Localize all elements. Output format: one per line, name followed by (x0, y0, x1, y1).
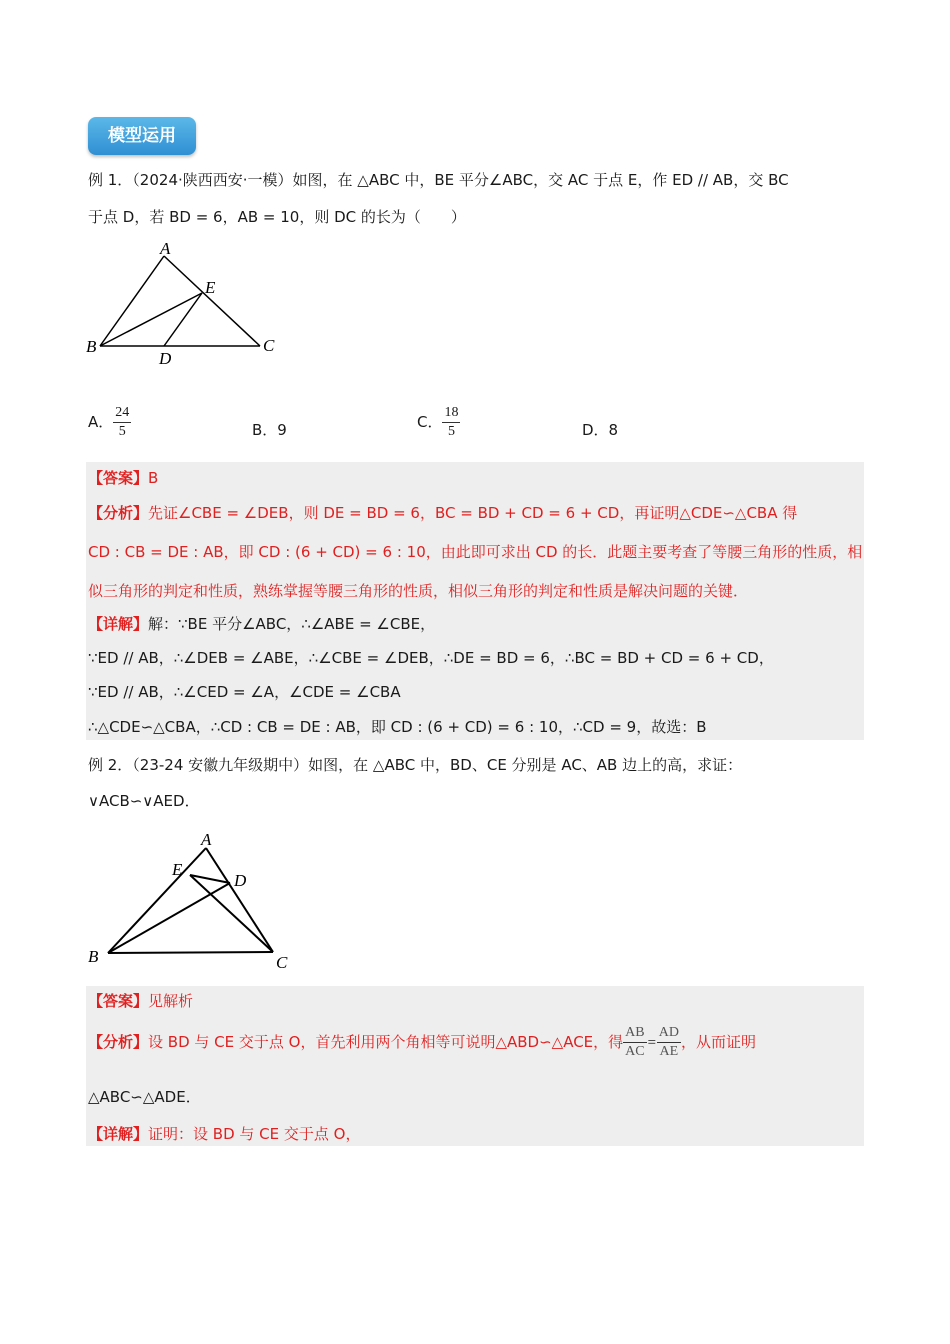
example1-question-line1: 例 1．（2024·陕西西安·一模）如图，在 △ABC 中，BE 平分∠ABC，交 AC 于点 E，作 ED // AB，交 BC (88, 171, 789, 189)
option-c-numerator: 18 (442, 404, 460, 423)
answer-value: B (148, 469, 159, 487)
equals-sign: = (646, 1035, 657, 1051)
example1-triangle-figure (80, 238, 290, 373)
segment-ac (164, 256, 260, 346)
segment-ab (108, 848, 206, 953)
analysis-tag: 【分析】 (88, 504, 149, 522)
label-a: A (201, 830, 212, 849)
option-a[interactable] (88, 404, 131, 441)
label-e: E (172, 860, 183, 879)
answer-tag: 【答案】 (88, 992, 149, 1010)
example1-answer (88, 468, 158, 488)
label-e: E (205, 278, 216, 297)
label-a: A (160, 239, 171, 258)
analysis-text-1: 设 BD 与 CE 交于点 O，首先利用两个角相等可说明△ABD∽△ACE，得 (148, 1033, 624, 1051)
label-d: D (234, 871, 247, 890)
option-a-label: A． (88, 413, 114, 431)
example2-analysis-line2: △ABC∽△ADE． (88, 1088, 201, 1106)
answer-value: 见解析 (148, 992, 194, 1010)
example1-detail-line2: ∵ED // AB，∴∠DEB = ∠ABE，∴∠CBE = ∠DEB，∴DE = BD = 6，∴BC = BD + CD = 6 + CD， (88, 649, 774, 667)
example2-solution-box (86, 986, 864, 1146)
example2-question-line1: 例 2．（23-24 安徽九年级期中）如图，在 △ABC 中，BD、CE 分别是 AC、AB 边上的高，求证： (88, 756, 743, 774)
example1-detail-line4: ∴△CDE∽△CBA，∴CD : CB = DE : AB，即 CD : (6 + CD) = 6 : 10，∴CD = 9，故选：B (88, 718, 707, 736)
option-a-denominator: 5 (118, 424, 126, 439)
example2-answer (88, 991, 193, 1011)
detail-text-1: 证明：设 BD 与 CE 交于点 O， (148, 1125, 361, 1143)
analysis-text-1-end: ，从而证明 (680, 1033, 756, 1051)
detail-tag: 【详解】 (88, 1125, 149, 1143)
detail-tag: 【详解】 (88, 615, 149, 633)
option-c-fraction (442, 404, 460, 441)
segment-bd (108, 883, 230, 953)
label-c: C (263, 336, 275, 355)
example2-question-line2: ∨ACB∽∨AED． (88, 792, 200, 810)
example1-analysis-line3: 似三角形的判定和性质，熟练掌握等腰三角形的性质，相似三角形的判定和性质是解决问题的关键． (88, 582, 749, 600)
segment-ab (100, 256, 164, 346)
option-b[interactable]: B．9 (252, 421, 287, 439)
ratio-ab-ac: $\frac{AB}{AC}$ (625, 1025, 645, 1059)
segment-de (164, 293, 202, 346)
example2-triangle-figure (80, 826, 310, 976)
section-badge: 模型运用 (88, 117, 196, 155)
analysis-text-1: 先证∠CBE = ∠DEB，则 DE = BD = 6，BC = BD + CD = 6 + CD，再证明△CDE∽△CBA 得 (148, 504, 798, 522)
example1-analysis-line2: CD : CB = DE : AB，即 CD : (6 + CD) = 6 : 10，由此即可求出 CD 的长．此题主要考查了等腰三角形的性质，相 (88, 543, 863, 561)
ratio-ad-ae: $\frac{AD}{AE}$ (658, 1025, 679, 1059)
label-b: B (88, 947, 99, 966)
detail-text-1: 解：∵BE 平分∠ABC，∴∠ABE = ∠CBE， (148, 615, 436, 633)
example2-analysis-line1 (88, 1024, 756, 1061)
option-c-denominator: 5 (447, 424, 455, 439)
option-a-fraction (113, 404, 131, 441)
option-c[interactable] (417, 404, 460, 441)
label-d: D (159, 349, 172, 368)
example1-detail-line1 (88, 614, 435, 634)
segment-be (100, 293, 202, 346)
analysis-tag: 【分析】 (88, 1033, 149, 1051)
option-d[interactable]: D．8 (582, 421, 619, 439)
example1-question-line2: 于点 D，若 BD = 6，AB = 10，则 DC 的长为（ ） (88, 208, 466, 226)
option-a-numerator: 24 (113, 404, 131, 423)
example1-detail-line3: ∵ED // AB，∴∠CED = ∠A，∠CDE = ∠CBA (88, 683, 401, 701)
label-c: C (276, 953, 288, 972)
segment-bc (108, 952, 273, 953)
answer-tag: 【答案】 (88, 469, 149, 487)
example1-analysis-line1 (88, 503, 797, 523)
label-b: B (86, 337, 97, 356)
option-c-label: C． (417, 413, 443, 431)
example2-detail-line1 (88, 1124, 360, 1144)
